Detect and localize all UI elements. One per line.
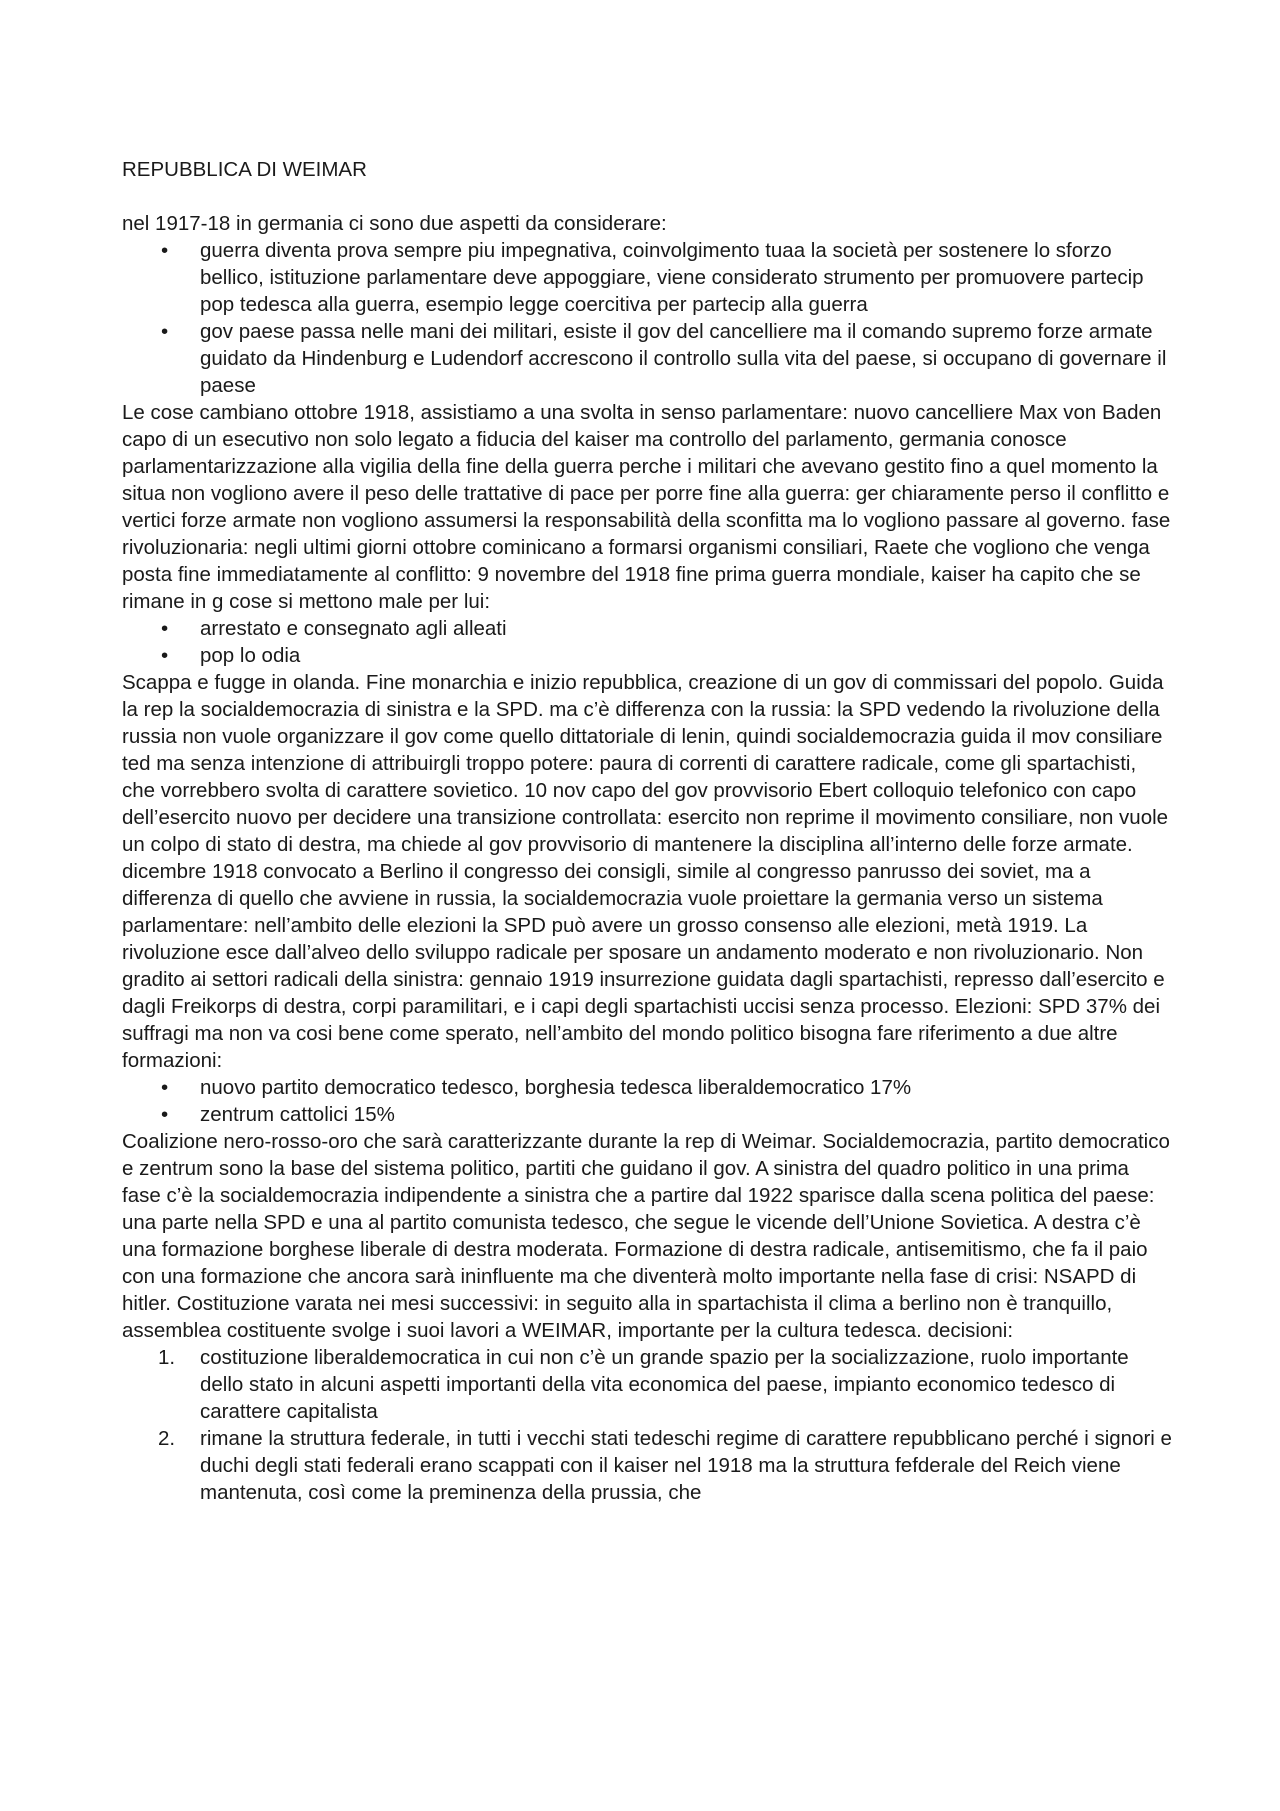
intro-paragraph: nel 1917-18 in germania ci sono due aspetti da considerare: [122, 212, 667, 235]
list-item: • zentrum cattolici 15% [122, 1101, 1172, 1128]
bullet-list-kaiser [122, 615, 1172, 669]
numbered-list-decisions [122, 1344, 1172, 1506]
blank-line [122, 183, 1172, 210]
document-page [122, 156, 1172, 1506]
list-item: • gov paese passa nelle mani dei militari, esiste il gov del cancelliere ma il comando supremo forze armate guidato da Hindenburg e Ludendorf accrescono il controllo sulla vita del paese, si occupano di governare il paese [122, 318, 1172, 399]
list-item [122, 1344, 1172, 1425]
list-number: 1. [158, 1346, 176, 1369]
list-item: • nuovo partito democratico tedesco, borghesia tedesca liberaldemocratico 17% [122, 1074, 1172, 1101]
list-item: • guerra diventa prova sempre piu impegnativa, coinvolgimento tuaa la società per sostenere lo sforzo bellico, istituzione parlamentare deve appoggiare, viene considerato strumento per promuovere partecip pop tedesca alla guerra, esempio legge coercitiva per partecip alla guerra [122, 237, 1172, 318]
list-number: 2. [158, 1427, 176, 1450]
paragraph-coalition: Coalizione nero-rosso-oro che sarà caratterizzante durante la rep di Weimar. Socialdemocrazia, partito democratico e zentrum sono la base del sistema politico, partiti che guidano il gov. A sinistra del quadro politico in una prima fase c’è la socialdemocrazia indipendente a sinistra che a partire dal 1922 sparisce dalla scena politica del paese: una parte nella SPD e una al partito comunista tedesco, che segue le vicende dell’Unione Sovietica. A destra c’è una formazione borghese liberale di destra moderata. Formazione di destra radicale, antisemitismo, che fa il paio con una formazione che ancora sarà ininfluente ma che diventerà molto importante nella fase di crisi: NSAPD di hitler. Costituzione varata nei mesi successivi: in seguito alla in spartachista il clima a berlino non è tranquillo, assemblea costituente svolge i suoi lavori a WEIMAR, importante per la cultura tedesca. decisioni: [122, 1130, 1170, 1342]
list-item: • pop lo odia [122, 642, 1172, 669]
bullet-list-parties [122, 1074, 1172, 1128]
list-item [122, 1425, 1172, 1506]
list-item-text: costituzione liberaldemocratica in cui non c’è un grande spazio per la socializzazione, ruolo importante dello stato in alcuni aspetti importanti della vita economica del paese, impianto economico tedesco di carattere capitalista [200, 1346, 1129, 1423]
paragraph-republic: Scappa e fugge in olanda. Fine monarchia e inizio repubblica, creazione di un gov di commissari del popolo. Guida la rep la socialdemocrazia di sinistra e la SPD. ma c’è differenza con la russia: la SPD vedendo la rivoluzione della russia non vuole organizzare il gov come quello dittatoriale di lenin, quindi socialdemocrazia guida il mov consiliare ted ma senza intenzione di attribuirgli troppo potere: paura di correnti di carattere radicale, come gli spartachisti, che vorrebbero svolta di carattere sovietico. 10 nov capo del gov provvisorio Ebert colloquio telefonico con capo dell’esercito nuovo per decidere una transizione controllata: esercito non reprime il movimento consiliare, non vuole un colpo di stato di destra, ma chiede al gov provvisorio di mantenere la disciplina all’interno delle forze armate. dicembre 1918 convocato a Berlino il congresso dei consigli, simile al congresso panrusso dei soviet, ma a differenza di quello che avviene in russia, la socialdemocrazia vuole proiettare la germania verso un sistema parlamentare: nell’ambito delle elezioni la SPD può avere un grosso consenso alle elezioni, metà 1919. La rivoluzione esce dall’alveo dello sviluppo radicale per sposare un andamento moderato e non rivoluzionario. Non gradito ai settori radicali della sinistra: gennaio 1919 insurrezione guidata dagli spartachisti, represso dall’esercito e dagli Freikorps di destra, corpi paramilitari, e i capi degli spartachisti uccisi senza processo. Elezioni: SPD 37% dei suffragi ma non va cosi bene come sperato, nell’ambito del mondo politico bisogna fare riferimento a due altre formazioni: [122, 671, 1169, 1072]
paragraph-october-1918: Le cose cambiano ottobre 1918, assistiamo a una svolta in senso parlamentare: nuovo cancelliere Max von Baden capo di un esecutivo non solo legato a fiducia del kaiser ma controllo del parlamento, germania conosce parlamentarizzazione alla vigilia della fine della guerra perche i militari che avevano gestito fino a quel momento la situa non vogliono avere il peso delle trattative di pace per porre fine alla guerra: ger chiaramente perso il conflitto e vertici forze armate non vogliono assumersi la responsabilità della sconfitta ma lo vogliono passare al governo. fase rivoluzionaria: negli ultimi giorni ottobre cominicano a formarsi organismi consiliari, Raete che vogliono che venga posta fine immediatamente al conflitto: 9 novembre del 1918 fine prima guerra mondiale, kaiser ha capito che se rimane in g cose si mettono male per lui: [122, 401, 1171, 613]
document-title: REPUBBLICA DI WEIMAR [122, 158, 367, 181]
list-item-text: rimane la struttura federale, in tutti i vecchi stati tedeschi regime di carattere repubblicano perché i signori e duchi degli stati federali erano scappati con il kaiser nel 1918 ma la struttura fefderale del Reich viene mantenuta, così come la preminenza della prussia, che [200, 1427, 1172, 1504]
list-item: • arrestato e consegnato agli alleati [122, 615, 1172, 642]
bullet-list-aspects [122, 237, 1172, 399]
